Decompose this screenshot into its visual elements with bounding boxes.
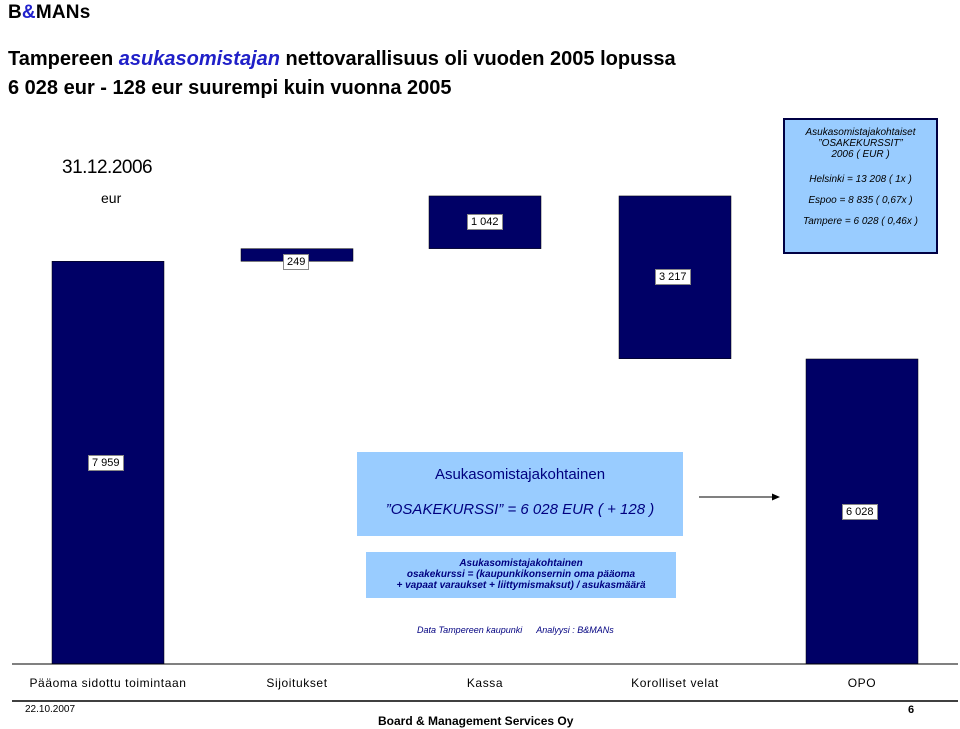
- info-line: Asukasomistajakohtaiset: [805, 127, 916, 138]
- info-line: Tampere = 6 028 ( 0,46x ): [803, 216, 918, 227]
- info-line: ”OSAKEKURSSIT”: [818, 138, 903, 149]
- value-label-2: 1 042: [467, 214, 503, 230]
- footer-date: 22.10.2007: [25, 704, 76, 715]
- value-label-0: 7 959: [88, 455, 124, 471]
- page-title: Tampereen asukasomistajan nettovarallisuus oli vuoden 2005 lopussa: [8, 48, 676, 70]
- formula-callout: [366, 552, 676, 598]
- category-label-3: Korolliset velat: [631, 676, 719, 690]
- osakekurssi-callout: [357, 452, 683, 536]
- source-note: Data Tampereen kaupunki Analyysi : B&MANs: [417, 625, 614, 635]
- info-line: Espoo = 8 835 ( 0,67x ): [808, 195, 913, 206]
- callout-line: ”OSAKEKURSSI” = 6 028 EUR ( + 128 ): [385, 501, 655, 518]
- category-label-1: Sijoitukset: [266, 676, 328, 690]
- page-number: 6: [908, 704, 915, 716]
- formula-line: Asukasomistajakohtainen: [459, 558, 583, 569]
- page-subtitle: 6 028 eur - 128 eur suurempi kuin vuonna 2005: [8, 77, 452, 99]
- arrow: [699, 494, 780, 501]
- callout-line: Asukasomistajakohtainen: [434, 466, 606, 483]
- category-label-4: OPO: [847, 676, 877, 690]
- footer-company: Board & Management Services Oy: [378, 714, 574, 728]
- formula-line: + vapaat varaukset + liittymismaksut) / asukasmäärä: [396, 580, 646, 591]
- category-label-2: Kassa: [466, 676, 504, 690]
- info-line: Helsinki = 13 208 ( 1x ): [809, 174, 912, 185]
- formula-line: osakekurssi = (kaupunkikonsernin oma pääoma: [406, 569, 636, 580]
- value-label-1: 249: [283, 254, 309, 270]
- category-label-0: Pääoma sidottu toimintaan: [29, 676, 187, 690]
- date-label: 31.12.2006: [62, 157, 153, 178]
- logo: B&MANs: [8, 2, 91, 23]
- osakekurssit-info-box: [783, 118, 938, 254]
- value-label-3: 3 217: [655, 269, 691, 285]
- unit-label: eur: [101, 190, 122, 206]
- info-line: 2006 ( EUR ): [831, 149, 890, 160]
- value-label-4: 6 028: [842, 504, 878, 520]
